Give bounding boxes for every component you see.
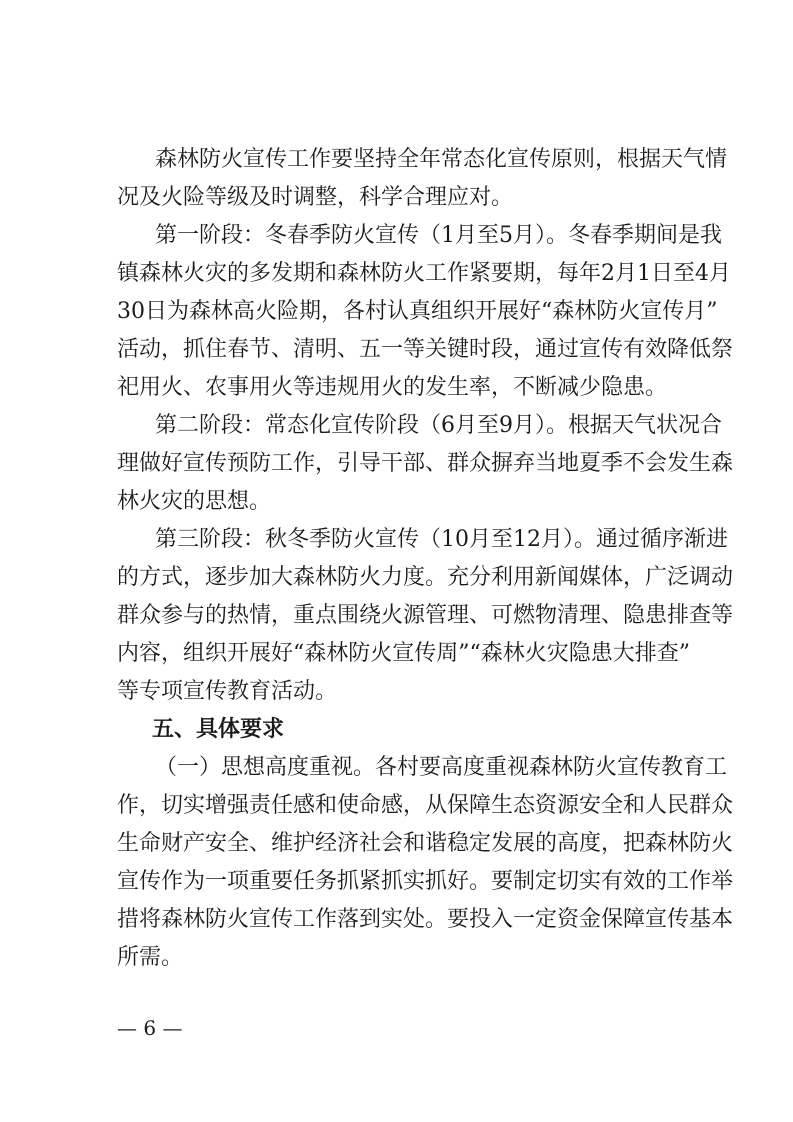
paragraph-5-line-1: （一）思想高度重视。各村要高度重视森林防火宣传教育工 bbox=[155, 755, 728, 780]
paragraph-5-line-5: 措将森林防火宣传工作落到实处。要投入一定资金保障宣传基本 bbox=[117, 907, 734, 932]
page-number: — 6 — bbox=[117, 1016, 183, 1040]
paragraph-4-line-1: 第三阶段：秋冬季防火宣传（10月至12月）。通过循序渐进 bbox=[155, 527, 728, 552]
paragraph-2-line-5: 祀用火、农事用火等违规用火的发生率，不断减少隐患。 bbox=[117, 375, 668, 400]
paragraph-4-line-4: 内容，组织开展好“森林防火宣传周”“森林火灾隐患大排查” bbox=[117, 641, 690, 666]
paragraph-5-line-2: 作，切实增强责任感和使命感，从保障生态资源安全和人民群众 bbox=[117, 793, 734, 818]
paragraph-1-line-1: 森林防火宣传工作要坚持全年常态化宣传原则，根据天气情 bbox=[155, 147, 728, 172]
section-heading: 五、具体要求 bbox=[152, 717, 285, 742]
paragraph-4-line-2: 的方式，逐步加大森林防火力度。充分利用新闻媒体，广泛调动 bbox=[117, 565, 734, 590]
paragraph-4-line-5: 等专项宣传教育活动。 bbox=[117, 679, 338, 704]
paragraph-2-line-3: 30日为森林高火险期，各村认真组织开展好“森林防火宣传月” bbox=[117, 299, 718, 324]
paragraph-3-line-1: 第二阶段：常态化宣传阶段（6月至9月）。根据天气状况合 bbox=[155, 413, 722, 438]
paragraph-2-line-4: 活动，抓住春节、清明、五一等关键时段，通过宣传有效降低祭 bbox=[117, 337, 734, 362]
paragraph-5-line-6: 所需。 bbox=[117, 945, 184, 970]
paragraph-1-line-2: 况及火险等级及时调整，科学合理应对。 bbox=[117, 185, 514, 210]
paragraph-5-line-4: 宣传作为一项重要任务抓紧抓实抓好。要制定切实有效的工作举 bbox=[117, 869, 734, 894]
paragraph-2-line-2: 镇森林火灾的多发期和森林防火工作紧要期，每年2月1日至4月 bbox=[117, 261, 731, 286]
paragraph-3-line-3: 林火灾的思想。 bbox=[117, 489, 272, 514]
paragraph-4-line-3: 群众参与的热情，重点围绕火源管理、可燃物清理、隐患排查等 bbox=[117, 603, 734, 628]
paragraph-2-line-1: 第一阶段：冬春季防火宣传（1月至5月）。冬春季期间是我 bbox=[155, 223, 722, 248]
paragraph-3-line-2: 理做好宣传预防工作，引导干部、群众摒弃当地夏季不会发生森 bbox=[117, 451, 734, 476]
paragraph-5-line-3: 生命财产安全、维护经济社会和谐稳定发展的高度，把森林防火 bbox=[117, 831, 734, 856]
